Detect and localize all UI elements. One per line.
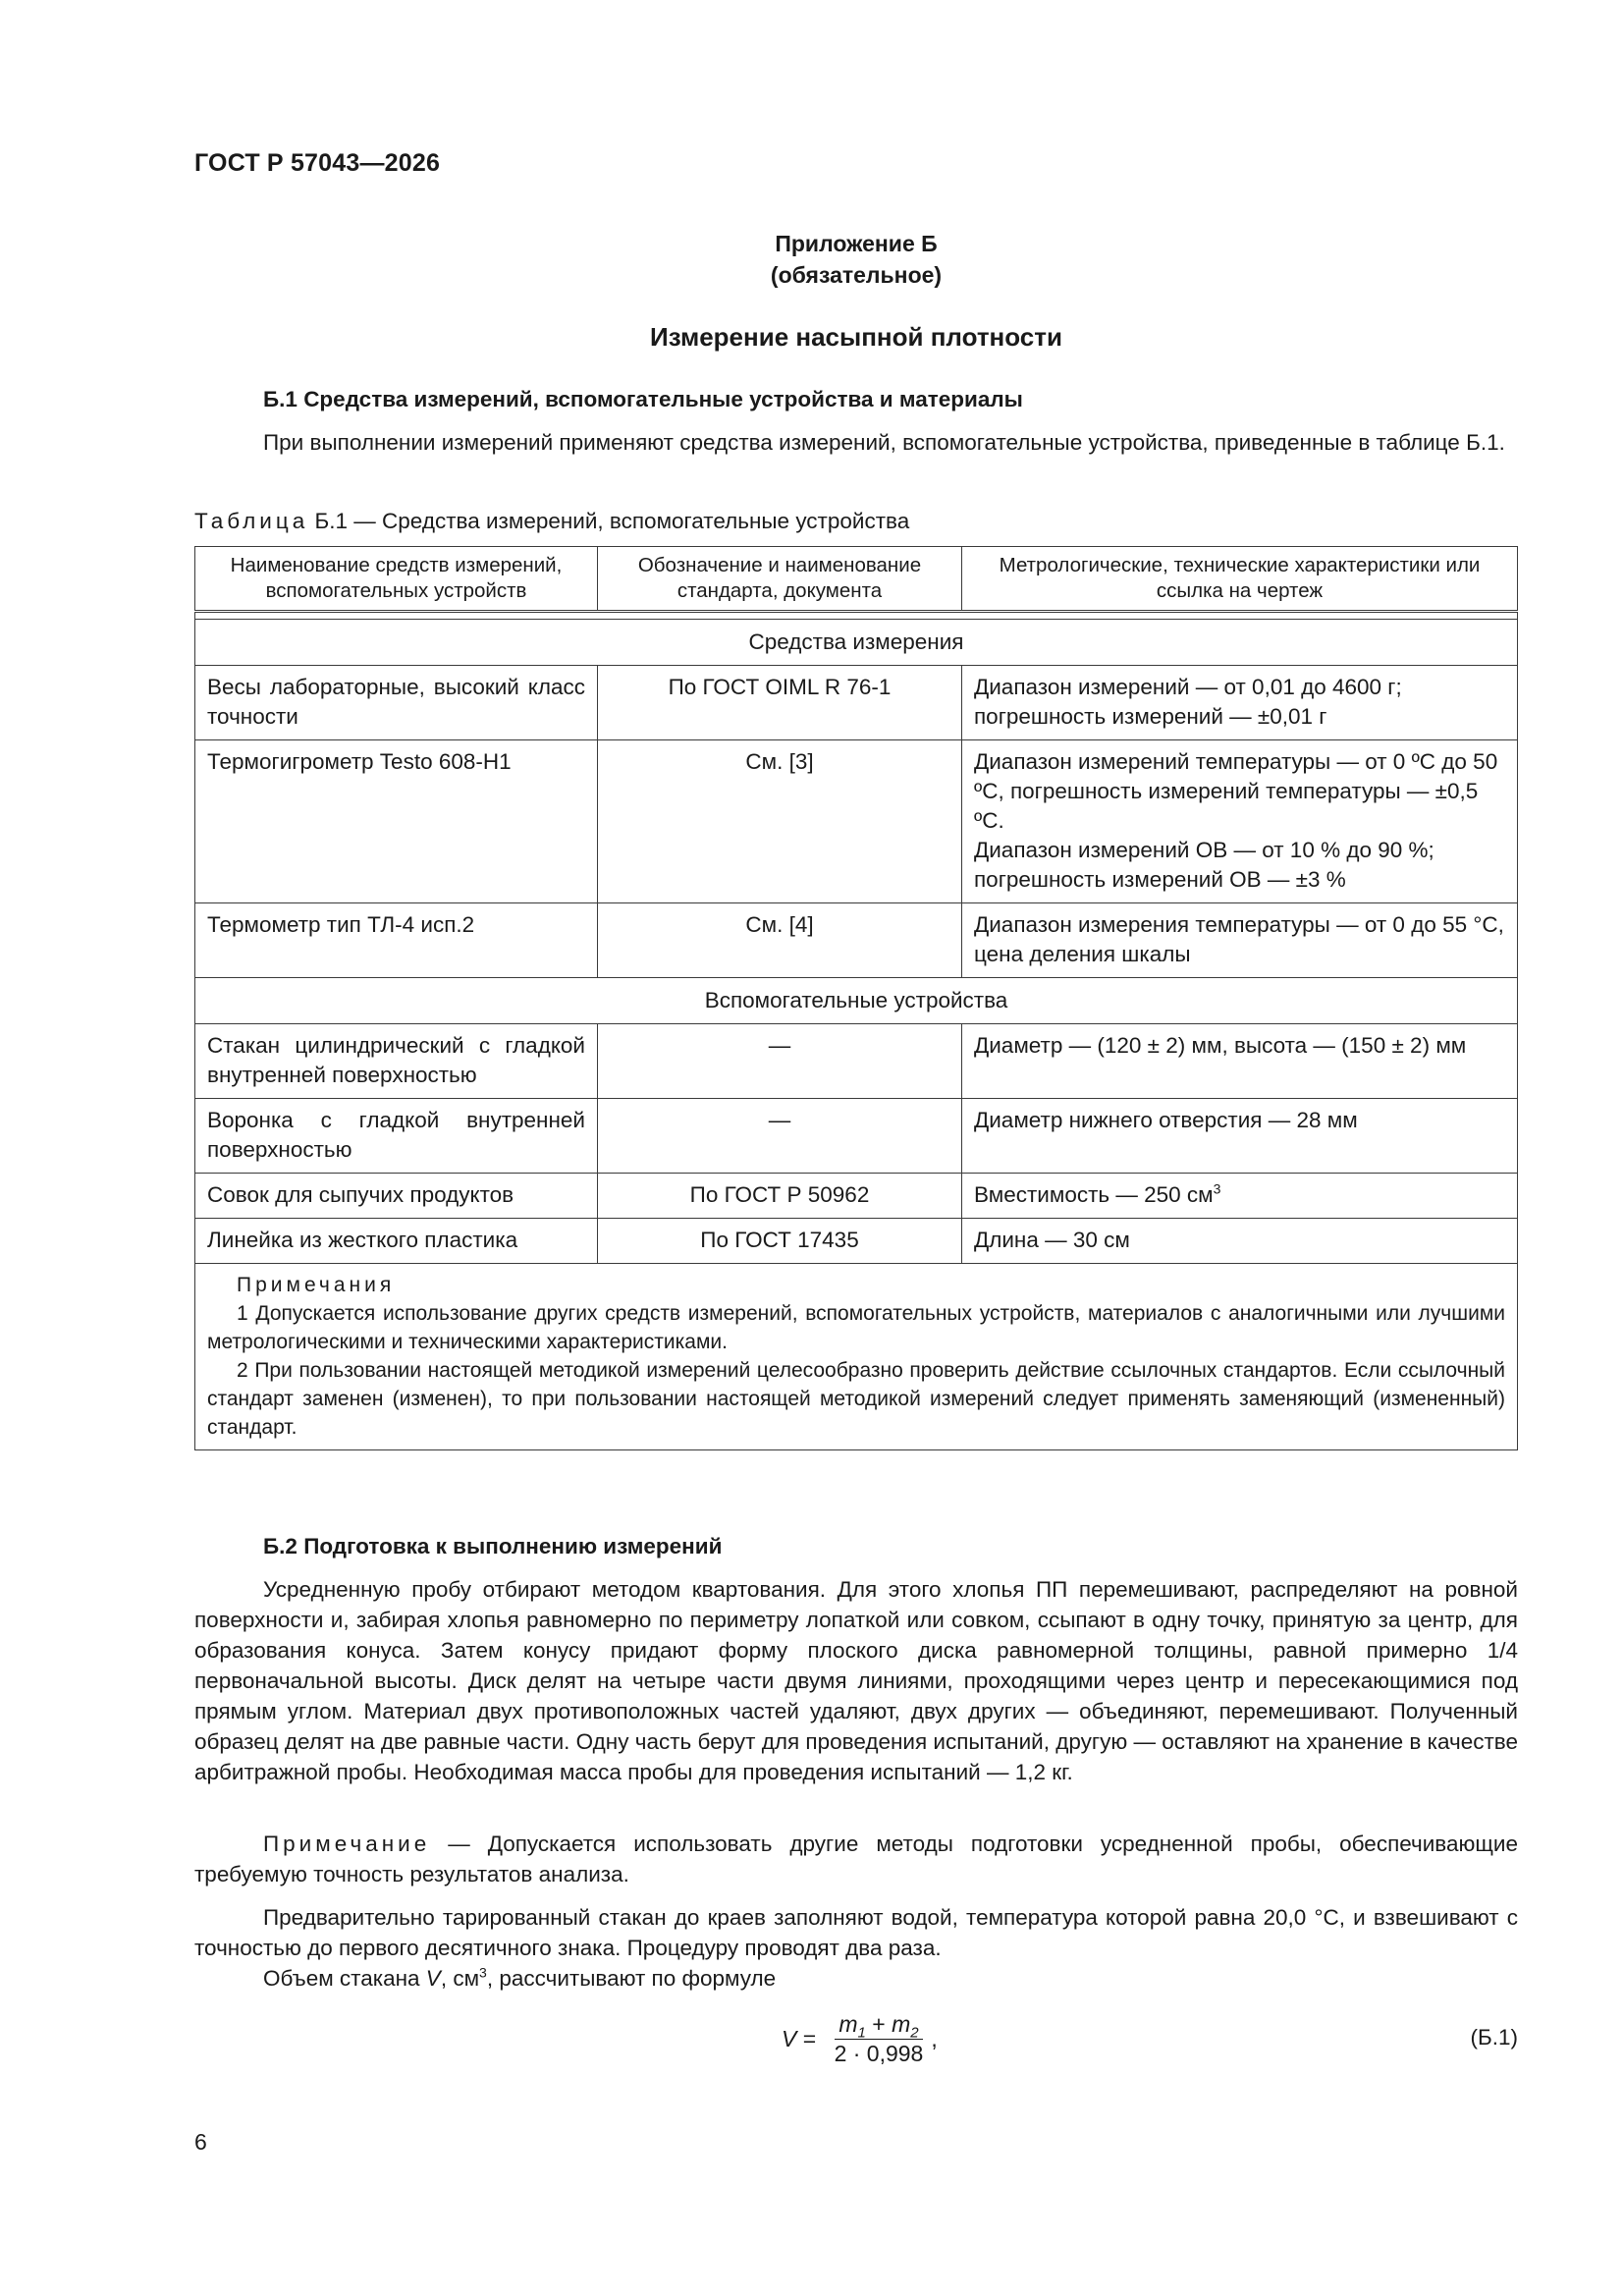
formula-tail: , — [931, 2026, 938, 2051]
table-row — [195, 1099, 1518, 1174]
formula-b1 — [782, 2011, 938, 2067]
page-number: 6 — [194, 2129, 207, 2155]
table-row — [195, 1219, 1518, 1264]
note-item: 1 Допускается использование других средств измерений, вспомогательных устройств, материалов с аналогичными или лучшими метрологическими и техническими характеристиками. — [207, 1302, 1505, 1353]
section-b2-heading: Б.2 Подготовка к выполнению измерений — [263, 1534, 723, 1558]
group-measuring-instruments: Средства измерения — [195, 620, 1518, 666]
table-row — [195, 1024, 1518, 1099]
header-separator — [195, 612, 1518, 620]
table-b1 — [194, 546, 1518, 1450]
group-row — [195, 978, 1518, 1024]
note-text: — Допускается использовать другие методы подготовки усредненной пробы, обеспечивающие требуемую точность результатов анализа. — [194, 1831, 1518, 1886]
formula-equals: = — [796, 2026, 823, 2051]
table-notes — [195, 1264, 1518, 1450]
cell-doc: — — [598, 1024, 962, 1099]
cell-doc: По ГОСТ 17435 — [598, 1219, 962, 1264]
formula-denominator: 2 · 0,998 — [834, 2041, 924, 2066]
table-row — [195, 903, 1518, 978]
cell-name: Линейка из жесткого пластика — [195, 1219, 598, 1264]
section-b2-paragraph: Предварительно тарированный стакан до краев заполняют водой, температура которой равна 20,0 °С, и взвешивают с точностью до первого десятичного знака. Процедуру проводят два раза. — [194, 1905, 1518, 1960]
notes-row — [195, 1264, 1518, 1450]
notes-title: Примечания — [237, 1274, 396, 1296]
cell-doc: — — [598, 1099, 962, 1174]
cell-doc: По ГОСТ OIML R 76-1 — [598, 666, 962, 740]
table-row — [195, 740, 1518, 903]
table-caption-word: Таблица — [194, 509, 309, 533]
spec-line: Диапазон измерений ОВ — от 10 % до 90 %; погрешность измерений ОВ — ±3 % — [974, 838, 1434, 892]
appendix-status: (обязательное) — [770, 262, 943, 288]
cell-spec: Диапазон измерений — от 0,01 до 4600 г; погрешность измерений — ±0,01 г — [962, 666, 1518, 740]
section-b2-paragraph: Объем стакана V, $см^3$, рассчитывают по формуле — [263, 1964, 777, 1991]
spec-superscript: 3 — [1213, 1180, 1221, 1197]
section-b1-heading: Б.1 Средства измерений, вспомогательные устройства и материалы — [263, 387, 1023, 411]
table-row — [195, 1174, 1518, 1219]
cell-spec: Диаметр — (120 ± 2) мм, высота — (150 ± 2) мм — [962, 1024, 1518, 1099]
group-row — [195, 620, 1518, 666]
cell-spec — [962, 740, 1518, 903]
cell-name: Стакан цилиндрический с гладкой внутренней поверхностью — [195, 1024, 598, 1099]
cell-name: Воронка с гладкой внутренней поверхностью — [195, 1099, 598, 1174]
cell-spec: Диапазон измерения температуры — от 0 до 55 °С, цена деления шкалы — [962, 903, 1518, 978]
header-cell-doc: Обозначение и наименование стандарта, документа — [598, 547, 962, 612]
cell-doc: По ГОСТ Р 50962 — [598, 1174, 962, 1219]
appendix-title: Измерение насыпной плотности — [650, 322, 1062, 352]
table-caption — [194, 509, 909, 534]
spec-text: Вместимость — 250 см — [974, 1182, 1214, 1207]
header-cell-name: Наименование средств измерений, вспомогательных устройств — [195, 547, 598, 612]
cell-spec: Длина — 30 см — [962, 1219, 1518, 1264]
formula-numerator: $m_1 + m_2$ — [835, 2011, 922, 2040]
note-item: 2 При пользовании настоящей методикой измерений целесообразно проверить действие ссылочных стандартов. Если ссылочный стандарт заменен (изменен), то при пользовании настоящей методикой измерений следует применять заменяющий (измененный) стандарт. — [207, 1359, 1505, 1439]
appendix-label: Приложение Б — [775, 231, 938, 256]
table-row — [195, 666, 1518, 740]
cell-spec — [962, 1174, 1518, 1219]
cell-spec: Диаметр нижнего отверстия — 28 мм — [962, 1099, 1518, 1174]
formula-lhs: V — [782, 2026, 797, 2051]
spec-line: Диапазон измерений температуры — от 0 ºС до 50 ºС, погрешность измерений температуры — ±0,5 ºС. — [974, 749, 1498, 833]
cell-doc: См. [4] — [598, 903, 962, 978]
cell-name: Весы лабораторные, высокий класс точности — [195, 666, 598, 740]
header-cell-spec: Метрологические, технические характеристики или ссылка на чертеж — [962, 547, 1518, 612]
section-b2-note — [194, 1829, 1518, 1889]
table-caption-text: Б.1 — Средства измерений, вспомогательные устройства — [314, 509, 910, 533]
table-header-row — [195, 547, 1518, 612]
section-b2-paragraph: Усредненную пробу отбирают методом квартования. Для этого хлопья ПП перемешивают, распределяют на ровной поверхности и, забирая хлопья равномерно по периметру лопаткой или совком, ссыпают в одну точку, принятую за центр, для образования конуса. Затем конусу придают форму плоского диска равномерной толщины, равной примерно 1/4 первоначальной высоты. Диск делят на четыре части двумя линиями, проходящими через центр и пересекающимися под прямым углом. Материал двух противоположных частей удаляют, двух других — объединяют, перемешивают. Полученный образец делят на две равные части. Одну часть берут для проведения испытаний, другую — оставляют на хранение в качестве арбитражной пробы. Необходимая масса пробы для проведения испытаний — 1,2 кг. — [194, 1577, 1518, 1784]
cell-doc: См. [3] — [598, 740, 962, 903]
cell-name: Термометр тип ТЛ-4 исп.2 — [195, 903, 598, 978]
cell-name: Совок для сыпучих продуктов — [195, 1174, 598, 1219]
note-word: Примечание — [263, 1831, 431, 1856]
cell-name: Термогигрометр Testo 608-H1 — [195, 740, 598, 903]
formula-number: (Б.1) — [1470, 2025, 1518, 2050]
document-header: ГОСТ Р 57043—2026 — [194, 149, 441, 177]
formula-fraction — [831, 2011, 928, 2067]
appendix-label-block — [194, 228, 1518, 291]
section-b1-paragraph: При выполнении измерений применяют средства измерений, вспомогательные устройства, приведенные в таблице Б.1. — [263, 430, 1505, 455]
group-auxiliary-devices: Вспомогательные устройства — [195, 978, 1518, 1024]
